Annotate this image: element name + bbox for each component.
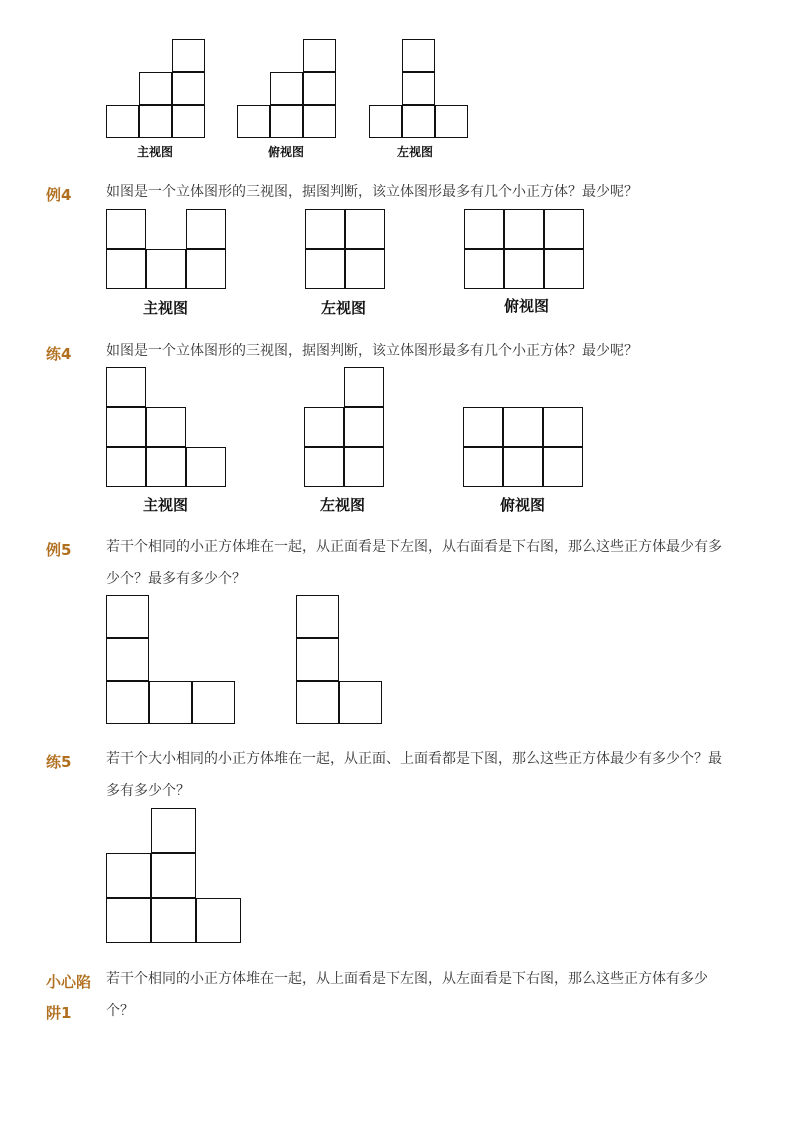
square-cell bbox=[463, 407, 503, 447]
square-cell bbox=[305, 249, 345, 289]
square-cell bbox=[151, 808, 196, 853]
square-cell bbox=[196, 898, 241, 943]
square-cell bbox=[345, 249, 385, 289]
square-cell bbox=[543, 407, 583, 447]
caption-left-view: 左视图 bbox=[397, 145, 434, 159]
square-cell bbox=[503, 407, 543, 447]
square-cell bbox=[435, 105, 468, 138]
square-cell bbox=[106, 447, 146, 487]
square-cell bbox=[544, 209, 584, 249]
square-cell bbox=[172, 39, 205, 72]
square-cell bbox=[186, 209, 226, 249]
square-cell bbox=[304, 447, 344, 487]
square-cell bbox=[186, 447, 226, 487]
square-cell bbox=[544, 249, 584, 289]
square-cell bbox=[543, 447, 583, 487]
caption-front-view: 主视图 bbox=[137, 145, 174, 159]
square-cell bbox=[270, 105, 303, 138]
square-cell bbox=[345, 209, 385, 249]
square-cell bbox=[106, 681, 149, 724]
ex4-caption-top: 俯视图 bbox=[504, 297, 550, 315]
practice5-question: 若干个大小相同的小正方体堆在一起，从正面、上面看都是下图，那么这些正方体最少有多少个？最多有多少个？ bbox=[106, 751, 722, 799]
pr4-caption-top: 俯视图 bbox=[500, 496, 546, 514]
square-cell bbox=[172, 72, 205, 105]
trap1-question: 若干个相同的小正方体堆在一起，从上面看是下左图，从左面看是下右图，那么这些正方体有多少个？ bbox=[106, 971, 708, 1019]
square-cell bbox=[106, 595, 149, 638]
square-cell bbox=[146, 407, 186, 447]
square-cell bbox=[303, 39, 336, 72]
square-cell bbox=[237, 105, 270, 138]
square-cell bbox=[464, 249, 504, 289]
square-cell bbox=[146, 249, 186, 289]
square-cell bbox=[139, 72, 172, 105]
square-cell bbox=[463, 447, 503, 487]
example4-question: 如图是一个立体图形的三视图，据图判断，该立体图形最多有几个小正方体？最少呢？ bbox=[106, 184, 638, 200]
square-cell bbox=[106, 407, 146, 447]
square-cell bbox=[344, 447, 384, 487]
square-cell bbox=[106, 367, 146, 407]
caption-top-view: 俯视图 bbox=[268, 145, 305, 159]
square-cell bbox=[369, 105, 402, 138]
square-cell bbox=[296, 681, 339, 724]
square-cell bbox=[151, 853, 196, 898]
example5-label: 例5 bbox=[46, 541, 72, 559]
practice5-label: 练5 bbox=[46, 753, 72, 771]
square-cell bbox=[296, 638, 339, 681]
square-cell bbox=[106, 209, 146, 249]
square-cell bbox=[106, 853, 151, 898]
square-cell bbox=[303, 72, 336, 105]
square-cell bbox=[186, 249, 226, 289]
square-cell bbox=[464, 209, 504, 249]
square-cell bbox=[402, 72, 435, 105]
practice4-question: 如图是一个立体图形的三视图，据图判断，该立体图形最多有几个小正方体？最少呢？ bbox=[106, 343, 638, 359]
square-cell bbox=[172, 105, 205, 138]
square-cell bbox=[146, 447, 186, 487]
square-cell bbox=[402, 39, 435, 72]
square-cell bbox=[344, 367, 384, 407]
square-cell bbox=[304, 407, 344, 447]
square-cell bbox=[504, 249, 544, 289]
trap1-label-line2: 阱1 bbox=[46, 1004, 72, 1022]
example4-label: 例4 bbox=[46, 186, 72, 204]
trap1-label-line1: 小心陷 bbox=[46, 973, 92, 991]
square-cell bbox=[503, 447, 543, 487]
square-cell bbox=[139, 105, 172, 138]
ex4-caption-front: 主视图 bbox=[143, 299, 189, 317]
square-cell bbox=[303, 105, 336, 138]
square-cell bbox=[106, 638, 149, 681]
square-cell bbox=[402, 105, 435, 138]
practice4-label: 练4 bbox=[46, 345, 72, 363]
square-cell bbox=[296, 595, 339, 638]
square-cell bbox=[106, 898, 151, 943]
square-cell bbox=[106, 105, 139, 138]
square-cell bbox=[339, 681, 382, 724]
square-cell bbox=[106, 249, 146, 289]
example5-question: 若干个相同的小正方体堆在一起，从正面看是下左图，从右面看是下右图，那么这些正方体最少有多少个？最多有多少个？ bbox=[106, 539, 722, 587]
square-cell bbox=[270, 72, 303, 105]
square-cell bbox=[305, 209, 345, 249]
square-cell bbox=[504, 209, 544, 249]
square-cell bbox=[192, 681, 235, 724]
square-cell bbox=[149, 681, 192, 724]
ex4-caption-left: 左视图 bbox=[321, 299, 367, 317]
pr4-caption-front: 主视图 bbox=[143, 496, 189, 514]
square-cell bbox=[151, 898, 196, 943]
square-cell bbox=[344, 407, 384, 447]
pr4-caption-left: 左视图 bbox=[320, 496, 366, 514]
